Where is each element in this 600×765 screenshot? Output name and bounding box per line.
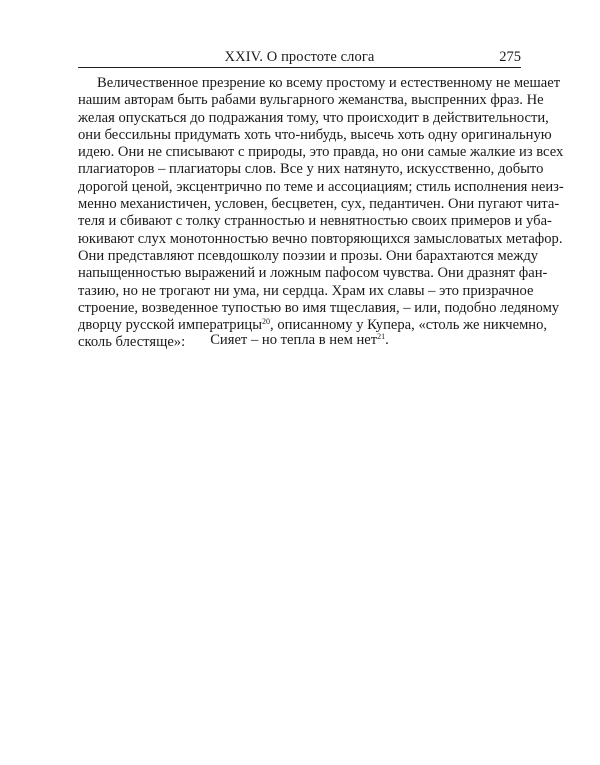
text-line: они бессильны придумать хоть что-нибудь, высечь хоть одну оригинальную (78, 126, 552, 143)
footnote-ref-20[interactable]: 20 (262, 317, 271, 327)
footnote-ref-21[interactable]: 21 (377, 332, 386, 341)
verse-text: Сияет – но тепла в нем нет (210, 332, 378, 348)
verse-end: . (385, 332, 389, 348)
text-line: дорогой ценой, эксцентрично по теме и ассоциациям; стиль исполнения неиз- (78, 178, 564, 195)
text-line: желая опускаться до подражания тому, что происходит в действительности, (78, 109, 549, 126)
text-line: идею. Они не списывают с природы, это правда, но они самые жалкие из всех (78, 144, 564, 161)
verse-quotation (78, 331, 521, 349)
body-paragraph (78, 75, 564, 352)
chapter-title: XXIV. О простоте слога (224, 49, 375, 65)
header-rule (78, 67, 521, 68)
text-line: Величественное презрение ко всему простому и естественному не мешает (97, 75, 561, 91)
text-line: теля и сбивают с толку странностью и невнятностью своих примеров и уба- (78, 213, 552, 230)
running-head (78, 48, 521, 66)
text-line: сколь блестяще»: (78, 334, 186, 351)
text-line: нашим авторам быть рабами вульгарного жеманства, выспренних фраз. Не (78, 92, 544, 109)
text-line: менно механистичен, условен, бесцветен, сух, педантичен. Они пугают чита- (78, 196, 560, 213)
text-line: плагиаторов – плагиаторы слов. Все у них натянуто, искусственно, добыто (78, 161, 544, 178)
text-line: тазию, но не трогают ни ума, ни сердца. Храм их славы – это призрачное (78, 282, 534, 299)
text-line: строение, возведенное тупостью во имя тщеславия, – или, подобно ледяному (78, 299, 560, 316)
text-segment: , описанному у Купера, «столь же никчемно, (270, 317, 548, 334)
text-line: юкивают слух монотонностью вечно повторяющихся замысловатых метафор. (78, 230, 563, 247)
book-page (78, 0, 564, 765)
text-segment: дворцу русской императрицы (78, 317, 263, 334)
text-line: Они представляют псевдошколу поэзии и прозы. Они барахтаются между (78, 247, 539, 264)
text-line: напыщенностью выражений и ложным пафосом чувства. Они дразнят фан- (78, 265, 548, 282)
page-number: 275 (499, 49, 521, 65)
